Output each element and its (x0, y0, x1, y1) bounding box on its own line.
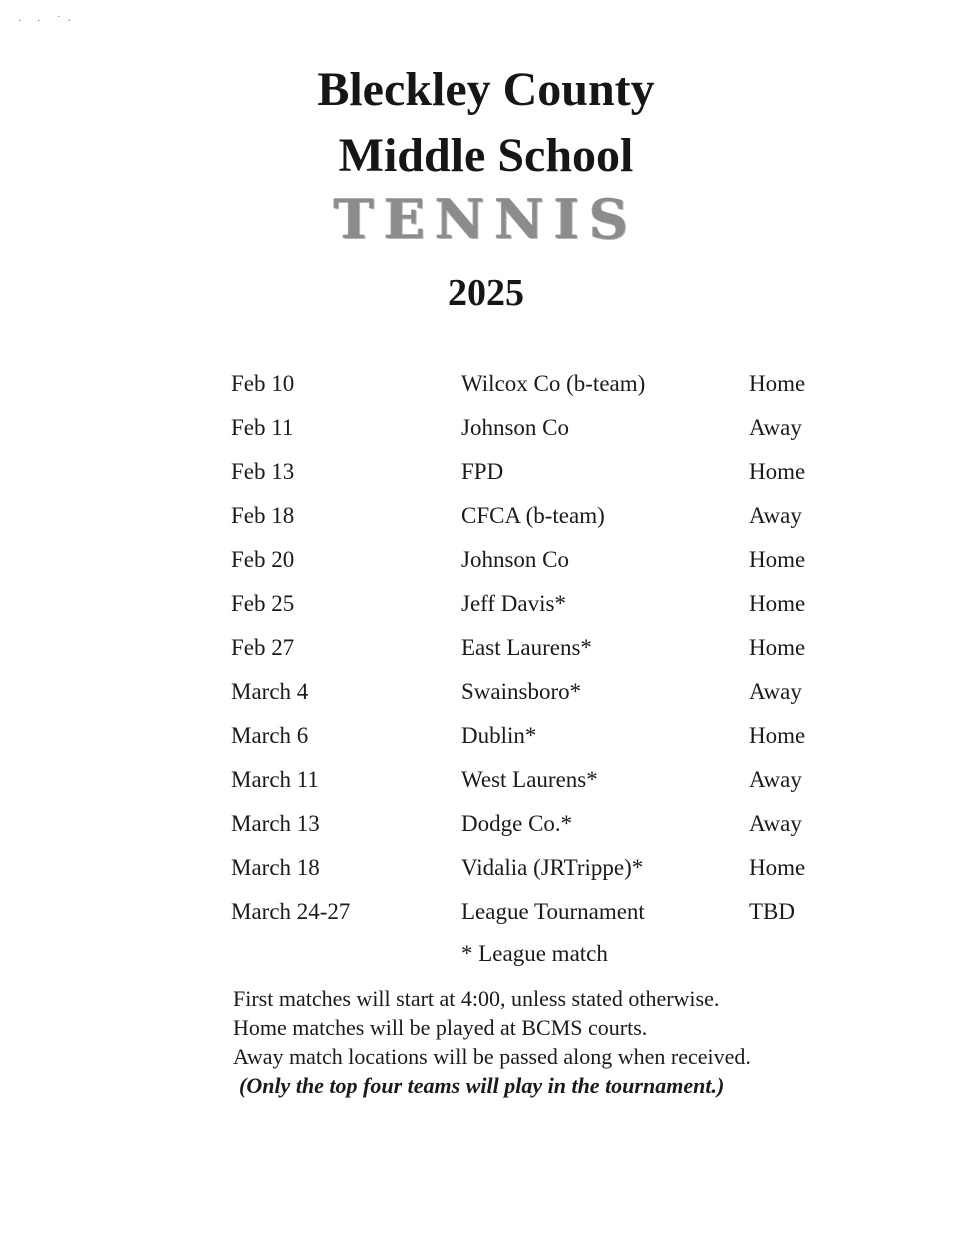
note-start-time: First matches will start at 4:00, unless stated otherwise. (233, 986, 720, 1011)
match-location: Away (749, 811, 802, 836)
schedule-row (0, 758, 972, 802)
match-opponent: Dodge Co.* (461, 811, 573, 836)
match-date: Feb 18 (231, 503, 295, 528)
title-line-1: Bleckley County (317, 63, 655, 116)
schedule-row (0, 450, 972, 494)
match-opponent: CFCA (b-team) (461, 503, 605, 528)
match-date: March 24-27 (231, 899, 351, 924)
match-location: Home (749, 591, 806, 616)
match-date: March 4 (231, 679, 309, 704)
match-date: March 18 (231, 855, 320, 880)
match-location: Away (749, 679, 802, 704)
match-date: Feb 25 (231, 591, 295, 616)
match-location: Home (749, 723, 806, 748)
match-opponent: FPD (461, 459, 504, 484)
match-opponent: Dublin* (461, 723, 537, 748)
note-home-location: Home matches will be played at BCMS courts. (233, 1015, 648, 1040)
match-date: March 11 (231, 767, 319, 792)
match-date: March 6 (231, 723, 309, 748)
schedule-row (0, 494, 972, 538)
match-location: Away (749, 415, 802, 440)
title-line-2: Middle School (338, 129, 634, 182)
match-date: Feb 10 (231, 371, 295, 396)
schedule-row (0, 538, 972, 582)
match-date: Feb 11 (231, 415, 294, 440)
schedule-row (0, 846, 972, 890)
match-opponent: Johnson Co (461, 547, 569, 572)
match-location: Home (749, 855, 806, 880)
match-opponent: West Laurens* (461, 767, 598, 792)
match-opponent: East Laurens* (461, 635, 592, 660)
match-opponent: Wilcox Co (b-team) (461, 371, 646, 396)
note-tournament: (Only the top four teams will play in the tournament.) (239, 1073, 725, 1098)
schedule-row (0, 890, 972, 934)
schedule-row (0, 714, 972, 758)
schedule-row (0, 626, 972, 670)
match-opponent: Swainsboro* (461, 679, 582, 704)
match-location: Home (749, 547, 806, 572)
match-opponent: Jeff Davis* (461, 591, 566, 616)
match-date: March 13 (231, 811, 320, 836)
sport-heading: TENNIS (333, 187, 639, 251)
schedule-row (0, 582, 972, 626)
schedule-row (0, 802, 972, 846)
match-location: Home (749, 635, 806, 660)
schedule-row (0, 406, 972, 450)
note-away-location: Away match locations will be passed along when received. (233, 1044, 751, 1069)
match-date: Feb 27 (231, 635, 295, 660)
match-location: Away (749, 503, 802, 528)
match-date: Feb 13 (231, 459, 295, 484)
schedule-notes (233, 984, 751, 1100)
season-year: 2025 (448, 272, 524, 314)
schedule-row (0, 362, 972, 406)
match-location: Away (749, 767, 802, 792)
match-location: Home (749, 371, 806, 396)
match-opponent: Vidalia (JRTrippe)* (461, 855, 644, 880)
match-location: Home (749, 459, 806, 484)
schedule-row (0, 670, 972, 714)
match-opponent: Johnson Co (461, 415, 569, 440)
match-location: TBD (749, 899, 795, 924)
scan-specks-decoration: · · ˙· (18, 14, 77, 27)
match-schedule (0, 362, 972, 934)
league-match-legend: * League match (461, 941, 608, 966)
match-opponent: League Tournament (461, 899, 645, 924)
match-date: Feb 20 (231, 547, 295, 572)
